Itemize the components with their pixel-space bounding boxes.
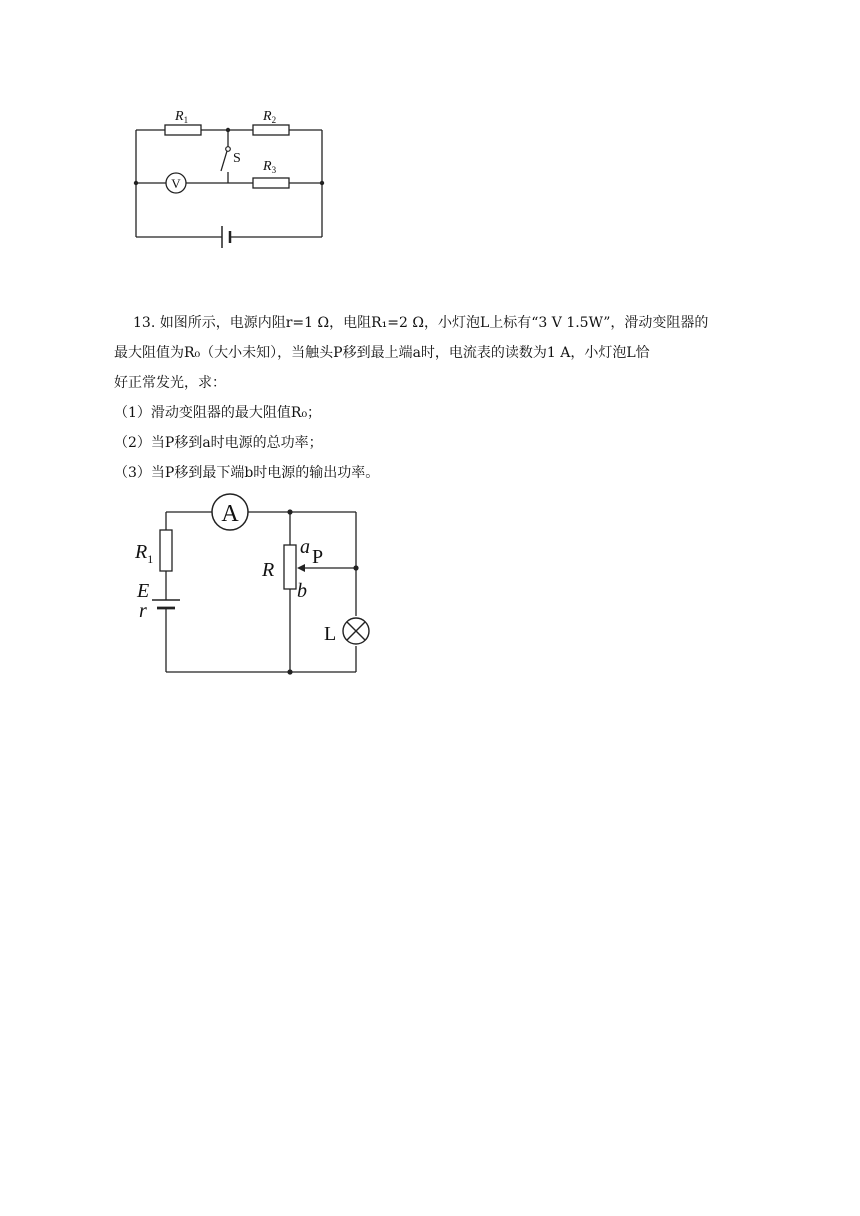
r1-label: $R_1$ bbox=[175, 109, 189, 125]
r2-label: $R_2$ bbox=[263, 109, 277, 125]
resistor-r2 bbox=[253, 125, 289, 135]
slider-arrow bbox=[297, 564, 305, 572]
internal-resistance-label: r bbox=[139, 600, 147, 622]
question-1: （1）滑动变阻器的最大阻值R₀； bbox=[114, 405, 322, 421]
circuit-diagram-1 bbox=[120, 95, 340, 255]
lamp-icon bbox=[343, 618, 369, 644]
question-2: （2）当P移到a时电源的总功率； bbox=[114, 435, 323, 451]
problem-13-line-3: 好正常发光，求： bbox=[114, 375, 226, 391]
terminal-b-label: b bbox=[297, 580, 307, 602]
resistor-r3 bbox=[253, 178, 289, 188]
circuit-diagram-2 bbox=[125, 490, 385, 685]
rheostat bbox=[284, 545, 296, 589]
switch-s bbox=[221, 147, 230, 171]
resistor-r1-fig2 bbox=[160, 530, 172, 571]
switch-label: S bbox=[233, 151, 241, 166]
ammeter-label: A bbox=[221, 501, 239, 527]
problem-13-line-1: 13. 如图所示，电源内阻r=1 Ω，电阻R₁=2 Ω，小灯泡L上标有“3 V 1.5W”，滑动变阻器的 bbox=[133, 315, 709, 331]
circuit-1-junctions bbox=[134, 128, 324, 185]
circuit-1-wires bbox=[136, 130, 322, 237]
problem-13-line-2: 最大阻值为R₀（大小未知），当触头P移到最上端a时，电流表的读数为1 A，小灯泡L恰 bbox=[114, 345, 650, 361]
voltmeter bbox=[166, 173, 186, 193]
rheostat-label: R bbox=[262, 559, 275, 581]
resistor-r1 bbox=[165, 125, 201, 135]
battery bbox=[222, 226, 230, 248]
circuit-2-wires bbox=[166, 512, 356, 672]
terminal-a-label: a bbox=[300, 536, 310, 558]
emf-label: E bbox=[137, 580, 150, 602]
lamp-label: L bbox=[324, 623, 337, 645]
battery-fig2 bbox=[152, 600, 180, 608]
ammeter bbox=[212, 494, 248, 530]
r3-label: $R_3$ bbox=[263, 159, 277, 175]
slider-p-label: P bbox=[312, 546, 324, 568]
question-3: （3）当P移到最下端b时电源的输出功率。 bbox=[114, 465, 380, 481]
voltmeter-label: V bbox=[171, 176, 181, 191]
r1-label-fig2: $R_1$ bbox=[135, 541, 154, 566]
